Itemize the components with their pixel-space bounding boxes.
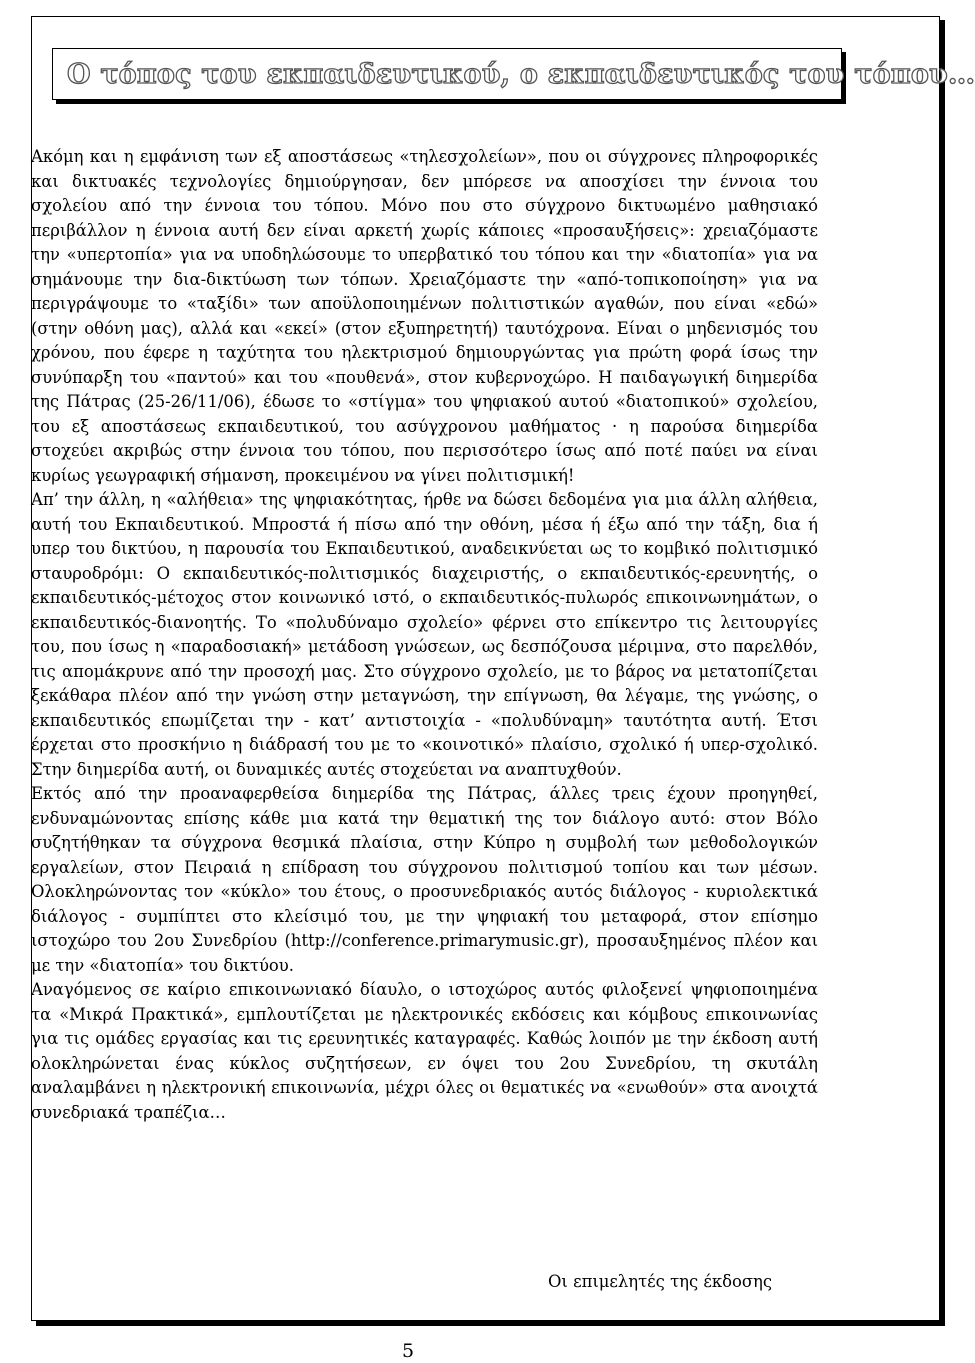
- body-text: [31, 145, 818, 1125]
- page-border-shadow: [36, 1321, 945, 1326]
- page-number: 5: [402, 1340, 415, 1362]
- title-box: [52, 48, 975, 100]
- page-title: Ο τόπος του εκπαιδευτικού, ο εκπαιδευτικός του τόπου…: [67, 59, 975, 90]
- paragraph: Απ’ την άλλη, η «αλήθεια» της ψηφιακότητας, ήρθε να δώσει δεδομένα για μια άλλη αλήθεια, αυτή του Εκπαιδευτικού. Μπροστά ή πίσω από την οθόνη, μέσα ή έξω από την τάξη, δια ή υπερ του δικτύου, η παρουσία του Εκπαιδευτικού, αναδεικνύεται ως το κομβικό πολιτισμικό σταυροδρόμι: Ο εκπαιδευτικός-πολιτισμικός διαχειριστής, ο εκπαιδευτικός-ερευνητής, ο εκπαιδευτικός-μέτοχος στον κοινωνικό ιστό, ο εκπαιδευτικός-πυλωρός επικοινωνημάτων, ο εκπαιδευτικός-διανοητής. Το «πολυδύναμο σχολείο» φέρνει στο επίκεντρο τις λειτουργίες του, που ίσως η «παραδοσιακή» μετάδοση γνώσεων, ως δεσπόζουσα μέριμνα, στο παρελθόν, τις απομάκρυνε από την προσοχή μας. Στο σύγχρονο σχολείο, με το βάρος να μετατοπίζεται ξεκάθαρα πλέον από την γνώση στην μεταγνώση, την επίγνωση, θα λέγαμε, της γνώσης, ο εκπαιδευτικός επωμίζεται την - κατ’ αντιστοιχία - «πολυδύναμη» ταυτότητα αυτή. Έτσι έρχεται στο προσκήνιο η διάδρασή του με το «κοινοτικό» πλαίσιο, σχολικό ή υπερ-σχολικό. Στην διημερίδα αυτή, οι δυναμικές αυτές στοχεύεται να αναπτυχθούν.: [31, 490, 818, 779]
- paragraph: Αναγόμενος σε καίριο επικοινωνιακό δίαυλο, ο ιστοχώρος αυτός φιλοξενεί ψηφιοποιημένα τα «Μικρά Πρακτικά», εμπλουτίζεται με ηλεκτρονικές εκδόσεις και κόμβους επικοινωνίας για τις ομάδες εργασίας και τις ερευνητικές καταγραφές. Καθώς λοιπόν με την έκδοση αυτή ολοκληρώνεται ένας κύκλος συζητήσεων, εν όψει του 2ου Συνεδρίου, τη σκυτάλη αναλαμβάνει η ηλεκτρονική επικοινωνία, μέχρι όλες οι θεματικές να «ενωθούν» στα ανοιχτά συνεδριακά τραπέζια…: [31, 980, 818, 1122]
- title-box-shadow: [56, 100, 846, 104]
- page-border-shadow: [940, 20, 945, 1325]
- signature: Οι επιμελητές της έκδοσης: [548, 1272, 773, 1291]
- paragraph: Ακόμη και η εμφάνιση των εξ αποστάσεως «τηλεσχολείων», που οι σύγχρονες πληροφορικές και δικτυακές τεχνολογίες δημιούργησαν, δεν μπόρεσε να αποσχίσει την έννοια του σχολείου από την έννοια του τόπου. Μόνο που στο σύγχρονο δικτυωμένο μαθησιακό περιβάλλον η έννοια αυτή δεν είναι αρκετή χωρίς κάποιες «προσαυξήσεις»: χρειαζόμαστε την «υπερτοπία» για να υποδηλώσουμε το υπερβατικό του τόπου και την «διατοπία» για να σημάνουμε την δια-δικτύωση των τόπων. Χρειαζόμαστε την «από-τοπικοποίηση» για να περιγράψουμε το «ταξίδι» των αποϋλοποιημένων πολιτιστικών αγαθών, που είναι «εδώ» (στην οθόνη μας), αλλά και «εκεί» (στον εξυπηρετητή) ταυτόχρονα. Είναι ο μηδενισμός του χρόνου, που έφερε η ταχύτητα του ηλεκτρισμού δημιουργώντας για πρώτη φορά ίσως την συνύπαρξη του «παντού» και του «πουθενά», στον κυβερνοχώρο. Η παιδαγωγική διημερίδα της Πάτρας (25-26/11/06), έδωσε το «στίγμα» του ψηφιακού αυτού «διατοπικού» σχολείου, του εξ αποστάσεως εκπαιδευτικού, του ασύγχρονου μαθήματος · η παρούσα διημερίδα στοχεύει ακριβώς στην έννοια του τόπου, που περισσότερο ίσως από ποτέ παύει να είναι κυρίως γεωγραφική σήμανση, προκειμένου να γίνει πολιτισμική!: [31, 147, 818, 485]
- paragraph: Εκτός από την προαναφερθείσα διημερίδα της Πάτρας, άλλες τρεις έχουν προηγηθεί, ενδυναμώνοντας επίσης κάθε μια κατά την θεματική της τον διάλογο αυτό: στον Βόλο συζητήθηκαν τα σύγχρονα θεσμικά πλαίσια, στην Κύπρο η συμβολή των μεθοδολογικών εργαλείων, στον Πειραιά η επίδραση του σύγχρονου πολιτισμού τοπίου και των μέσων. Ολοκληρώνοντας τον «κύκλο» του έτους, ο προσυνεδριακός αυτός διάλογος - κυριολεκτικά διάλογος - συμπίπτει στο κλείσιμό του, με την ψηφιακή του μεταφορά, στον επίσημο ιστοχώρο του 2ου Συνεδρίου (http://conference.primarymusic.gr), προσαυξημένος πλέον και με την «διατοπία» του δικτύου.: [31, 784, 818, 975]
